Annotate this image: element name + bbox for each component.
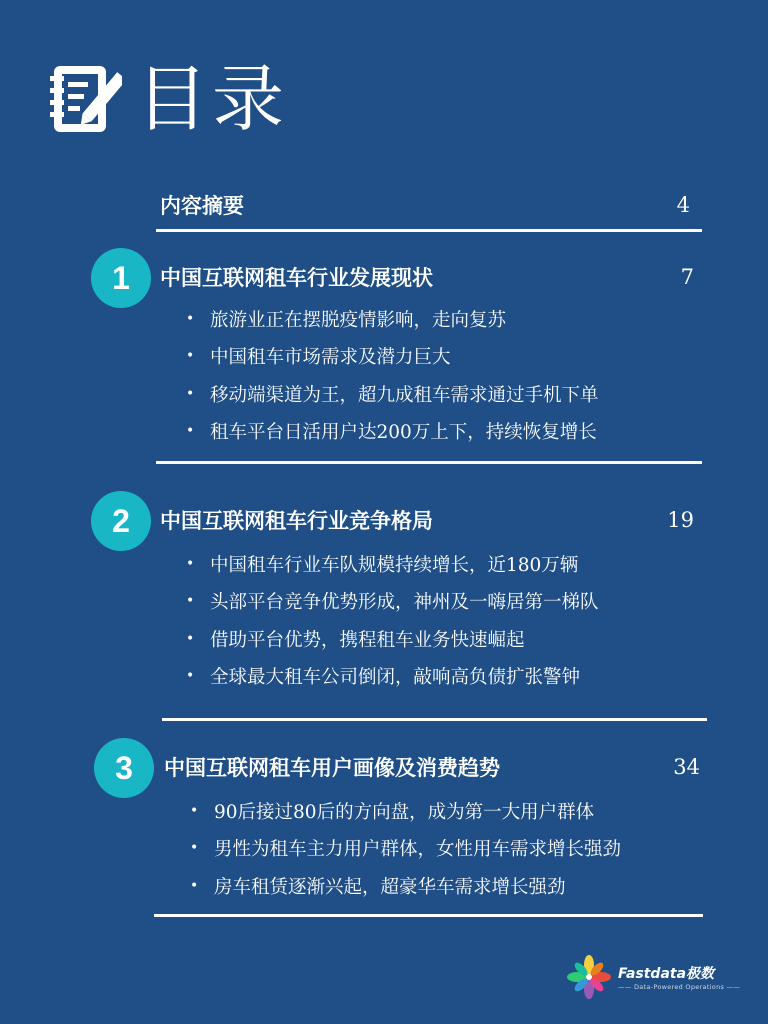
bullet-icon: • bbox=[186, 423, 195, 440]
bullet-icon: • bbox=[186, 348, 195, 365]
list-item: • 房车租赁逐渐兴起，超豪华车需求增长强劲 bbox=[190, 876, 566, 898]
list-item: • 旅游业正在摆脱疫情影响，走向复苏 bbox=[186, 309, 507, 331]
section-title: 中国互联网租车用户画像及消费趋势 bbox=[164, 755, 500, 780]
list-item: • 中国租车市场需求及潜力巨大 bbox=[186, 347, 451, 369]
list-item: • 中国租车行业车队规模持续增长，近180万辆 bbox=[186, 554, 579, 576]
section-bullet-list bbox=[190, 792, 621, 905]
bullet-icon: • bbox=[186, 555, 195, 572]
page-header bbox=[48, 57, 289, 141]
list-item: • 借助平台优势，携程租车业务快速崛起 bbox=[186, 629, 525, 651]
divider bbox=[154, 914, 703, 917]
bullet-icon: • bbox=[186, 593, 195, 610]
list-item: • 移动端渠道为王，超九成租车需求通过手机下单 bbox=[186, 384, 599, 406]
divider bbox=[156, 229, 702, 232]
toc-section-title-row[interactable] bbox=[160, 505, 694, 535]
section-page: 34 bbox=[673, 755, 700, 779]
section-title: 中国互联网租车行业发展现状 bbox=[160, 265, 433, 290]
section-page: 7 bbox=[680, 265, 694, 289]
summary-label: 内容摘要 bbox=[160, 193, 244, 218]
list-item: • 全球最大租车公司倒闭，敲响高负债扩张警钟 bbox=[186, 667, 581, 689]
section-number-badge: 3 bbox=[94, 738, 154, 798]
bullet-icon: • bbox=[190, 840, 199, 857]
pinwheel-logo-icon bbox=[566, 954, 612, 1000]
list-item: • 90后接过80后的方向盘，成为第一大用户群体 bbox=[190, 801, 595, 823]
section-page: 19 bbox=[667, 508, 694, 532]
section-number-badge: 1 bbox=[91, 248, 151, 308]
section-title: 中国互联网租车行业竞争格局 bbox=[160, 508, 433, 533]
brand-name: Fastdata极数 bbox=[618, 966, 715, 982]
section-bullet-list bbox=[186, 545, 599, 695]
toc-section-title-row[interactable] bbox=[160, 262, 694, 292]
brand-logo bbox=[566, 954, 740, 1000]
toc-section-title-row[interactable] bbox=[164, 752, 700, 782]
bullet-icon: • bbox=[190, 802, 199, 819]
bullet-icon: • bbox=[186, 630, 195, 647]
divider bbox=[156, 461, 702, 464]
section-bullet-list bbox=[186, 300, 599, 450]
section-number-badge: 2 bbox=[91, 491, 151, 551]
bullet-icon: • bbox=[186, 668, 195, 685]
list-item: • 头部平台竞争优势形成，神州及一嗨居第一梯队 bbox=[186, 592, 599, 614]
document-pen-icon bbox=[48, 62, 122, 136]
bullet-icon: • bbox=[186, 385, 195, 402]
page-title: 目录 bbox=[136, 57, 289, 141]
bullet-icon: • bbox=[186, 310, 195, 327]
divider bbox=[162, 718, 707, 721]
toc-summary-row[interactable] bbox=[160, 190, 690, 220]
bullet-icon: • bbox=[190, 877, 199, 894]
list-item: • 租车平台日活用户达200万上下，持续恢复增长 bbox=[186, 422, 597, 444]
brand-tagline: —— Data-Powered Operations —— bbox=[618, 983, 741, 991]
list-item: • 男性为租车主力用户群体，女性用车需求增长强劲 bbox=[190, 839, 622, 861]
summary-page: 4 bbox=[676, 193, 690, 217]
